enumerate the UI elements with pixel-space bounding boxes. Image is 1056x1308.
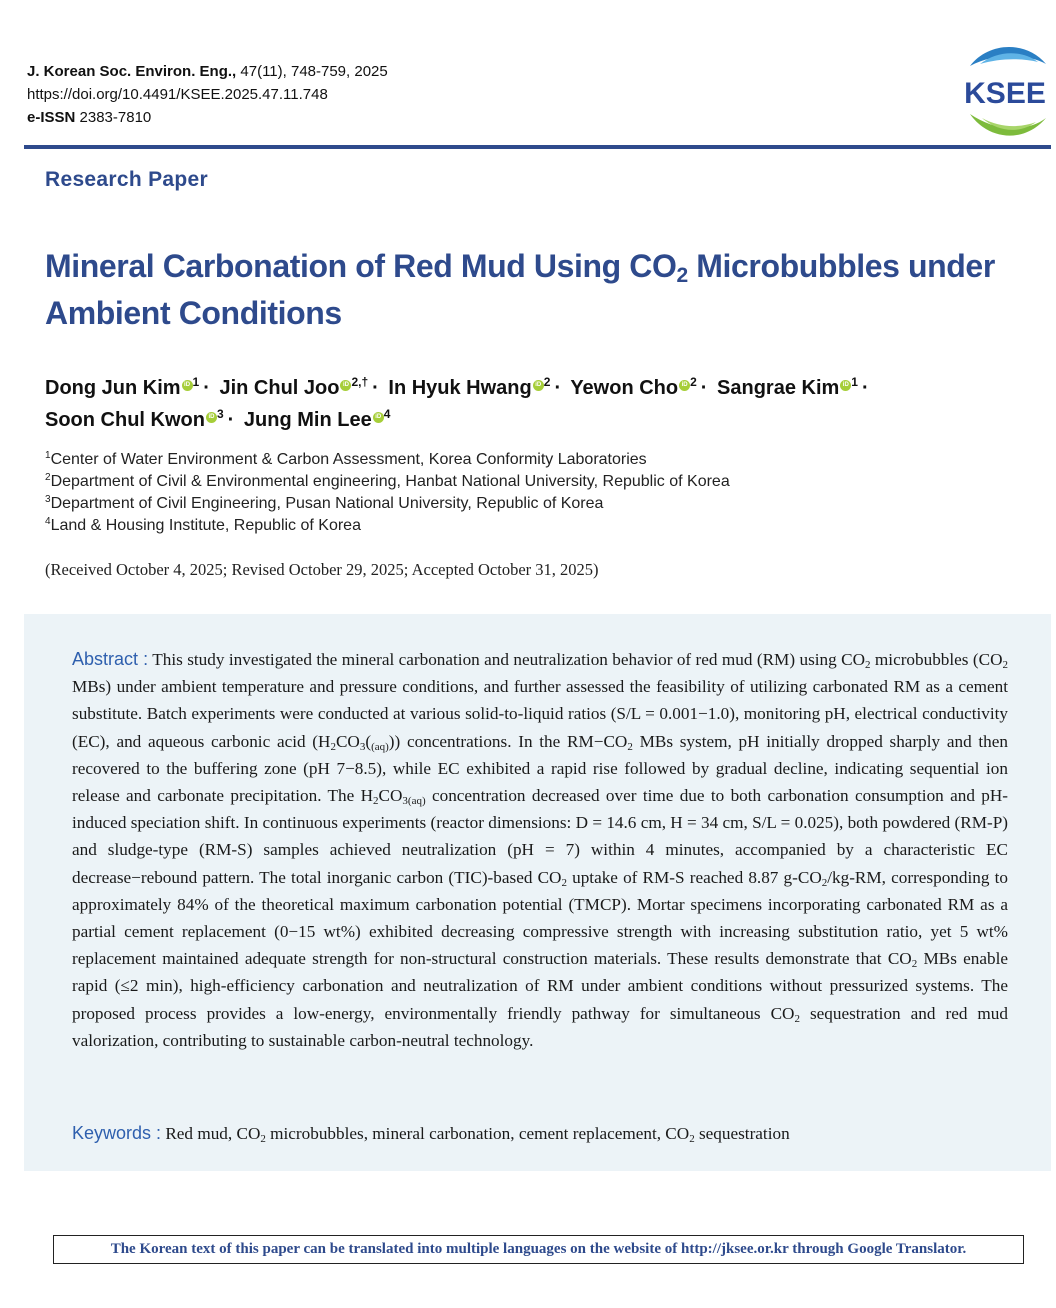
ksee-logo	[958, 40, 1053, 145]
author: Jung Min Lee iD $^4$	[243, 407, 391, 431]
journal-info	[27, 60, 388, 129]
orcid-icon[interactable]: iD	[679, 380, 690, 391]
affiliation-list	[45, 449, 730, 537]
orcid-icon[interactable]: iD	[373, 412, 384, 423]
affiliation: $^3$Department of Civil Engineering, Pusan National University, Republic of Korea	[45, 494, 604, 512]
affiliation: $^2$Department of Civil & Environmental engineering, Hanbat National University, Republic of Korea	[45, 472, 730, 490]
affiliation: $^1$Center of Water Environment & Carbon Assessment, Korea Conformity Laboratories	[45, 450, 647, 468]
affiliation: $^4$Land & Housing Institute, Republic of Korea	[45, 516, 361, 534]
author: Yewon Cho iD $^2$	[570, 375, 697, 399]
keywords-label: Keywords :	[72, 1123, 162, 1143]
author: In Hyuk Hwang iD $^2$	[388, 375, 551, 399]
abstract: Abstract : This study investigated the mineral carbonation and neutralization behavior of red mud (RM) using $CO_2$ microbubbles ($CO_2$ MBs) under ambient temperature and pressure conditions, and further assessed the feasibility of utilizing carbonated RM as a cement substitute. Batch experiments were conducted at various solid-to-liquid ratios (S/L = 0.001−1.0), monitoring pH, electrical conductivity (EC), and aqueous carbonic acid $(H_2CO_3(_{(aq)}))$ concentrations. In the $RM-CO_2$ MBs system, pH initially dropped sharply and then recovered to the buffering zone (pH 7−8.5), while EC exhibited a rapid rise followed by gradual decline, indicating sequential ion release and carbonate precipitation. The $H_2CO_{3(aq)}$ concentration decreased over time due to both carbonation consumption and pH-induced speciation shift. In continuous experiments (reactor dimensions: D = 14.6 cm, H = 34 cm, S/L = 0.025), both powdered (RM-P) and sludge-type (RM-S) samples achieved neutralization (pH = 7) within 4 minutes, accompanied by a characteristic EC decrease−rebound pattern. The total inorganic carbon (TIC)-based $CO_2$ uptake of RM-S reached 8.87 $g-CO_2/kg-RM$, corresponding to approximately 84% of the theoretical maximum carbonation potential (TMCP). Mortar specimens incorporating carbonated RM as a partial cement replacement (0−15 wt%) exhibited decreasing compressive strength with increasing substitution ratio, yet 5 wt% replacement maintained adequate strength for non-structural construction materials. These results demonstrate that $CO_2$ MBs enable rapid (≤2 min), high-efficiency carbonation and neutralization of RM under ambient conditions without pressurized systems. The proposed process provides a low-energy, environmentally friendly pathway for simultaneous $CO_2$ sequestration and red mud valorization, contributing to sustainable carbon-neutral technology.	[72, 649, 1008, 1050]
author-list: Dong Jun Kim iD $^1$ · Jin Chul Joo iD $^{2,\dagger}$ · In Hyuk Hwang iD $^2$ · Yewon Cho iD $^2$ · Sangrae Kim iD $^1$ · Soon Chul Kwon iD $^3$ · Jung Min Lee iD $^4$	[45, 375, 869, 431]
journal-name: J. Korean Soc. Environ. Eng.,	[27, 63, 237, 80]
orcid-icon[interactable]: iD	[840, 380, 851, 391]
eissn-label: e-ISSN	[27, 109, 76, 126]
orcid-icon[interactable]: iD	[533, 380, 544, 391]
eissn-value: 2383-7810	[79, 109, 152, 126]
paper-title: Mineral Carbonation of Red Mud Using $CO_2$ Microbubbles under Ambient Conditions	[45, 248, 995, 331]
doi-link[interactable]: https://doi.org/10.4491/KSEE.2025.47.11.748	[27, 86, 328, 103]
received-dates: (Received October 4, 2025; Revised October 29, 2025; Accepted October 31, 2025)	[45, 560, 599, 579]
author: Sangrae Kim iD $^1$	[717, 375, 858, 399]
journal-issue: 47(11), 748-759, 2025	[240, 63, 388, 80]
logo-text: KSEE	[964, 77, 1046, 110]
abstract-label: Abstract :	[72, 649, 149, 669]
translation-notice[interactable]: The Korean text of this paper can be translated into multiple languages on the website of http://jksee.or.kr through Google Translator.	[53, 1235, 1024, 1264]
header-rule	[24, 145, 1051, 149]
logo-leaf-bottom	[970, 114, 1046, 136]
orcid-icon[interactable]: iD	[182, 380, 193, 391]
author: Soon Chul Kwon iD $^3$	[45, 407, 224, 431]
orcid-icon[interactable]: iD	[340, 380, 351, 391]
paper-type: Research Paper	[45, 168, 208, 191]
author: Jin Chul Joo iD $^{2,\dagger}$	[219, 375, 369, 399]
author: Dong Jun Kim iD $^1$	[45, 375, 200, 399]
keywords: Keywords : Red mud, $CO_2$ microbubbles, mineral carbonation, cement replacement, $CO_2$ sequestration	[72, 1123, 790, 1145]
orcid-icon[interactable]: iD	[206, 412, 217, 423]
